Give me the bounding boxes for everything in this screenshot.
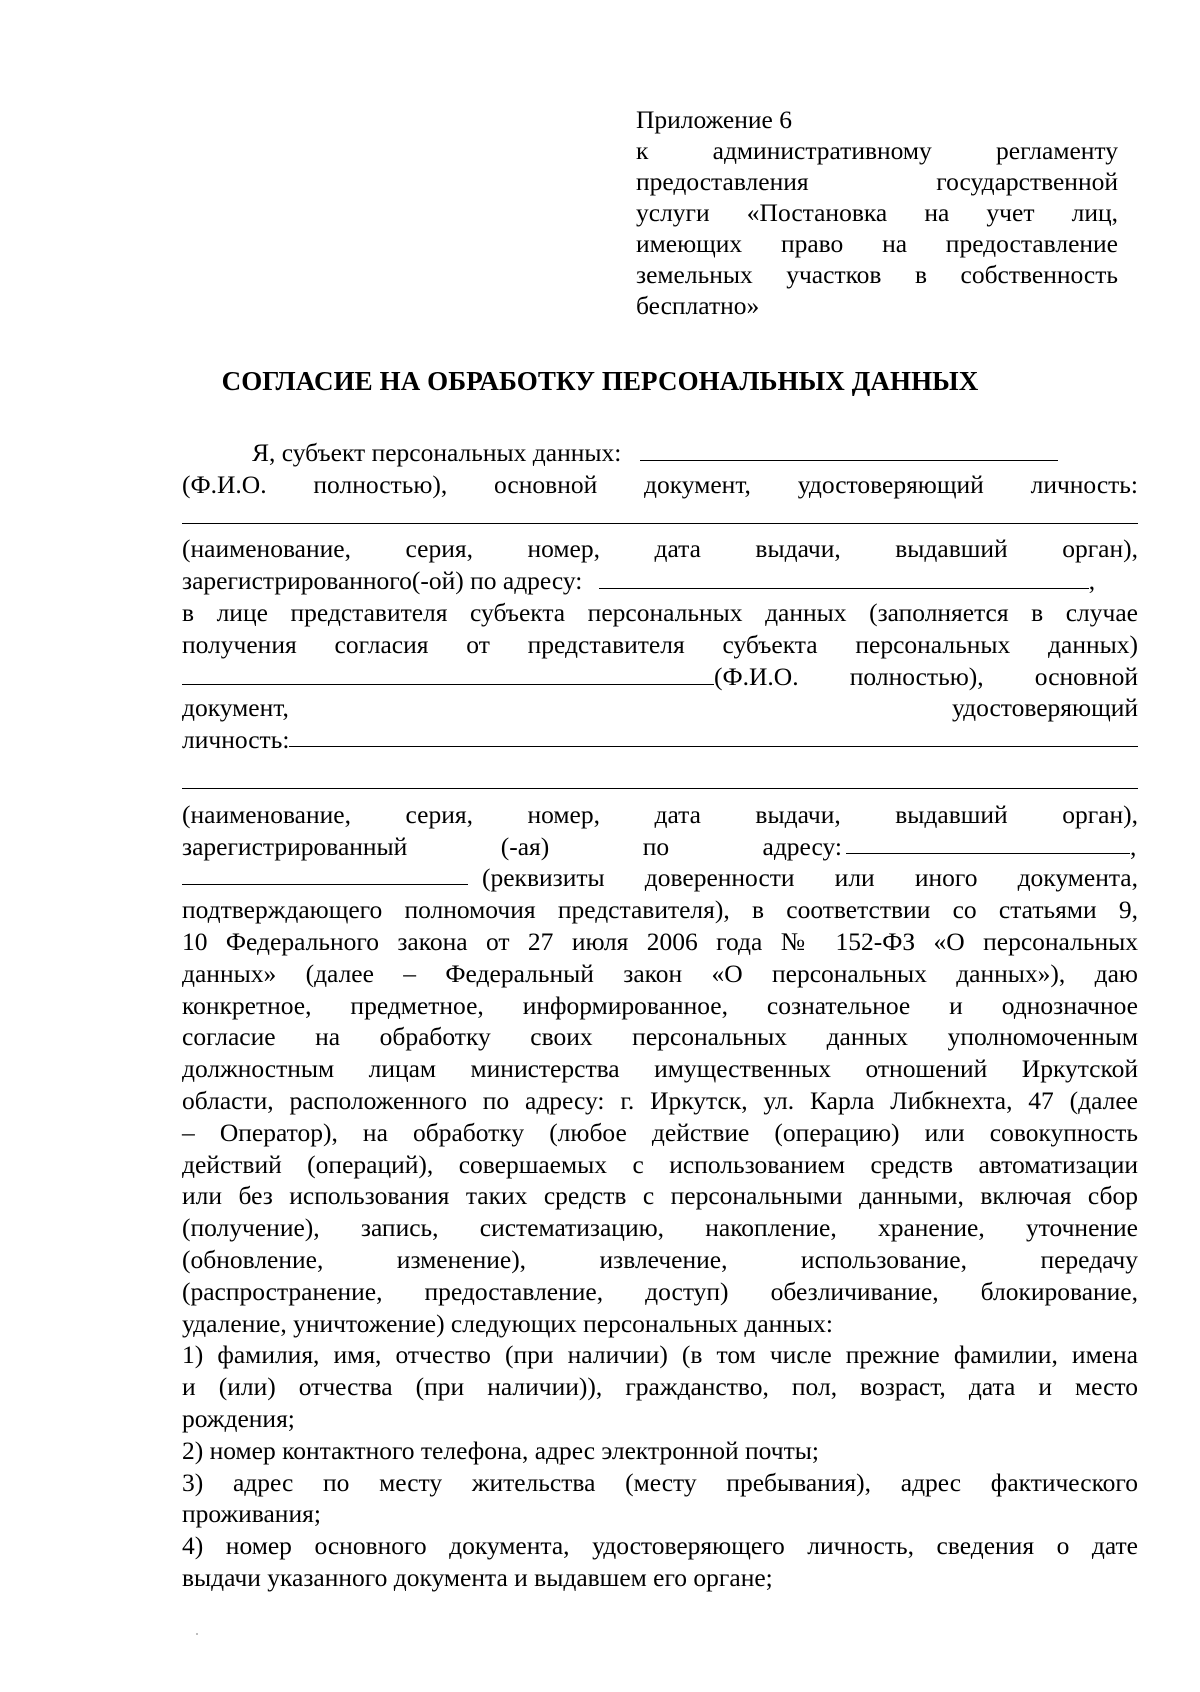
- rep-registered-label: зарегистрированный (-ая) по адресу:: [182, 831, 842, 861]
- annex-line: предоставления государственной: [636, 167, 1118, 196]
- comma-text: ,: [1130, 831, 1137, 861]
- representative-row: в лице представителя субъекта персональных данных (заполняется в случае: [182, 597, 1138, 627]
- consent-paragraph: [182, 894, 1138, 1339]
- subject-row: [182, 437, 1138, 469]
- list-item-line: проживания;: [182, 1499, 321, 1529]
- subject-fio-field[interactable]: [640, 438, 1058, 461]
- registered-row: [182, 565, 1138, 597]
- paragraph-line: подтверждающего полномочия представителя), в соответствии со статьями 9,: [182, 895, 1138, 925]
- list-item-line: выдачи указанного документа и выдавшем его органе;: [182, 1562, 773, 1592]
- annex-line: имеющих право на предоставление: [636, 229, 1118, 258]
- paragraph-line: или без использования таких средств с персональными данными, включая сбор: [182, 1181, 1138, 1211]
- annex-line: к административному регламенту: [636, 136, 1118, 165]
- annex-line: Приложение 6: [636, 105, 792, 134]
- comma-text: ,: [1088, 566, 1096, 596]
- proxy-row: [182, 862, 1138, 894]
- rep-identity-field[interactable]: [289, 724, 1138, 747]
- paragraph-line: удаление, уничтожение) следующих персональных данных:: [182, 1308, 833, 1338]
- annex-line: бесплатно»: [636, 291, 760, 320]
- paragraph-line: данных» (далее – Федеральный закон «О персональных данных»), даю: [182, 958, 1138, 988]
- list-item-line: рождения;: [182, 1403, 295, 1433]
- rep-identity-label: личность:: [182, 725, 290, 755]
- paragraph-line: (обновление, изменение), извлечение, использование, передачу: [182, 1244, 1138, 1274]
- scan-speck: [196, 1633, 198, 1635]
- paragraph-line: области, расположенного по адресу: г. Иркутск, ул. Карла Либкнехта, 47 (далее: [182, 1085, 1138, 1115]
- representative-row: получения согласия от представителя субъекта персональных данных): [182, 629, 1138, 659]
- consent-body: [182, 437, 1138, 1594]
- list-item-line: 2) номер контактного телефона, адрес электронной почты;: [182, 1435, 819, 1465]
- list-item-line: 1) фамилия, имя, отчество (при наличии) (в том числе прежние фамилии, имена: [182, 1340, 1138, 1370]
- subject-document-field[interactable]: [182, 501, 1138, 524]
- annex-line: земельных участков в собственность: [636, 260, 1118, 289]
- subject-address-field[interactable]: [599, 566, 1089, 589]
- paragraph-line: действий (операций), совершаемых с использованием средств автоматизации: [182, 1149, 1138, 1179]
- list-item-line: 4) номер основного документа, удостоверяющего личность, сведения о дате: [182, 1531, 1138, 1561]
- rep-document-field[interactable]: [182, 766, 1138, 789]
- doc-details-row: (наименование, серия, номер, дата выдачи, выдавший орган),: [182, 534, 1138, 564]
- rep-doc-label-b: удостоверяющий: [951, 693, 1138, 723]
- proxy-label: (реквизиты доверенности или иного документа,: [482, 863, 1138, 893]
- paragraph-line: 10 Федерального закона от 27 июля 2006 года № 152-ФЗ «О персональных: [182, 926, 1138, 956]
- rep-fio-label: (Ф.И.О. полностью), основной: [714, 661, 1138, 691]
- fio-doc-row: (Ф.И.О. полностью), основной документ, удостоверяющий личность:: [182, 469, 1138, 499]
- rep-doc-row: [182, 692, 1138, 724]
- rep-address-field[interactable]: [846, 831, 1130, 854]
- document-title: СОГЛАСИЕ НА ОБРАБОТКУ ПЕРСОНАЛЬНЫХ ДАННЫХ: [221, 366, 979, 396]
- paragraph-line: (получение), запись, систематизацию, накопление, хранение, уточнение: [182, 1213, 1138, 1243]
- paragraph-line: должностным лицам министерства имущественных отношений Иркутской: [182, 1054, 1138, 1084]
- rep-fio-field[interactable]: [182, 662, 714, 685]
- rep-registered-row: [182, 831, 1138, 863]
- subject-intro-label: Я, субъект персональных данных:: [252, 438, 622, 467]
- rep-identity-row: [182, 724, 1138, 756]
- annex-reference: [636, 104, 1118, 321]
- list-item-line: 3) адрес по месту жительства (месту пребывания), адрес фактического: [182, 1467, 1138, 1497]
- annex-line: услуги «Постановка на учет лиц,: [636, 198, 1118, 227]
- paragraph-line: – Оператор), на обработку (любое действие (операцию) или совокупность: [182, 1117, 1138, 1147]
- paragraph-line: (распространение, предоставление, доступ) обезличивание, блокирование,: [182, 1276, 1138, 1306]
- registered-label: зарегистрированного(-ой) по адресу:: [182, 566, 583, 596]
- rep-fio-row: [182, 661, 1138, 693]
- paragraph-line: согласие на обработку своих персональных данных уполномоченным: [182, 1022, 1138, 1052]
- proxy-details-field[interactable]: [182, 862, 468, 885]
- list-item-line: и (или) отчества (при наличии)), гражданство, пол, возраст, дата и место: [182, 1372, 1138, 1402]
- doc-details-row: (наименование, серия, номер, дата выдачи, выдавший орган),: [182, 799, 1138, 829]
- rep-doc-label-a: документ,: [182, 693, 289, 723]
- paragraph-line: конкретное, предметное, информированное, сознательное и однозначное: [182, 990, 1138, 1020]
- data-items-list: [182, 1339, 1138, 1593]
